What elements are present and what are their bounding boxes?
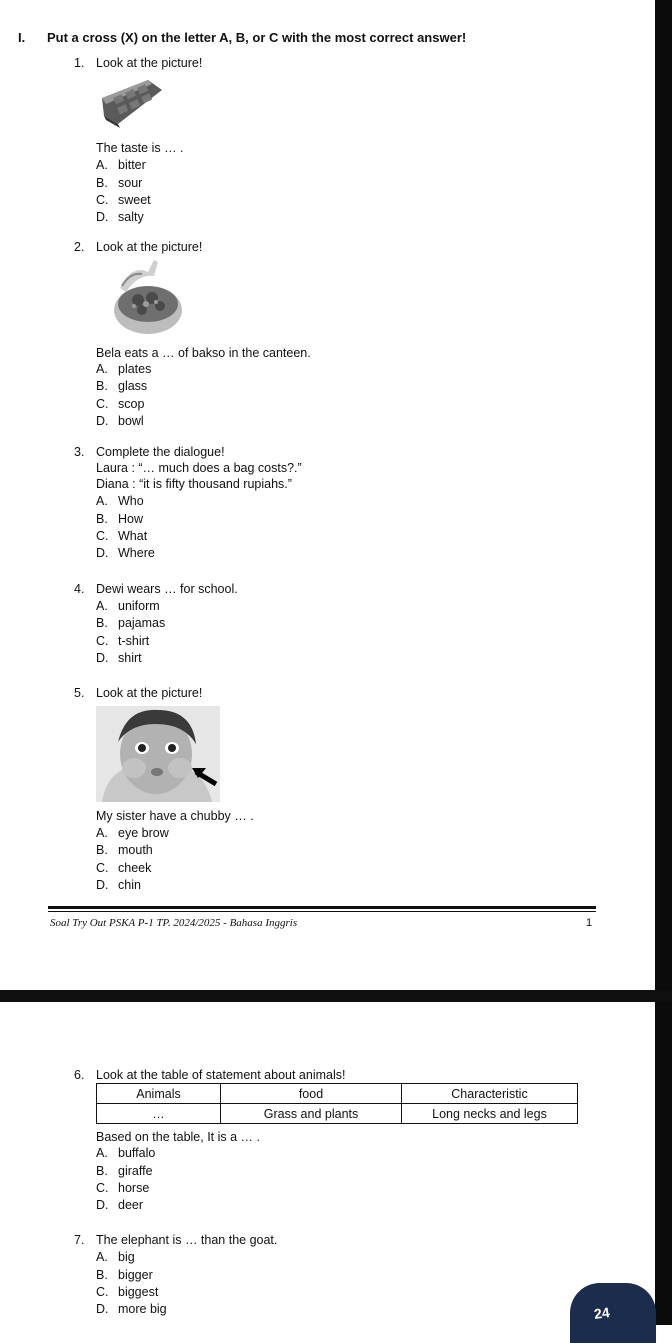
option-text[interactable]: more big — [118, 1302, 167, 1316]
option-letter[interactable]: B. — [96, 379, 108, 393]
chocolate-bar-icon — [96, 76, 166, 132]
option-letter[interactable]: A. — [96, 1250, 108, 1264]
option-text[interactable]: sour — [118, 176, 143, 190]
option-text[interactable]: shirt — [118, 651, 142, 665]
question-3-text: Complete the dialogue! — [96, 445, 225, 459]
option-text[interactable]: horse — [118, 1181, 150, 1195]
option-text[interactable]: cheek — [118, 861, 152, 875]
table-cell: Grass and plants — [221, 1104, 402, 1124]
badge-text: 24 — [592, 1303, 611, 1323]
option-letter[interactable]: B. — [96, 176, 108, 190]
viewer-dark-edge — [655, 0, 672, 1325]
option-text[interactable]: How — [118, 512, 144, 526]
option-letter[interactable]: C. — [96, 397, 109, 411]
option-letter[interactable]: B. — [96, 512, 108, 526]
corner-badge — [570, 1283, 656, 1343]
option-text[interactable]: bowl — [118, 414, 144, 428]
baby-face-photo — [96, 706, 220, 802]
option-text[interactable]: scop — [118, 397, 145, 411]
question-1-prompt: The taste is … . — [96, 141, 184, 155]
option-text[interactable]: sweet — [118, 193, 151, 207]
option-letter[interactable]: C. — [96, 634, 109, 648]
option-text[interactable]: glass — [118, 379, 148, 393]
option-text[interactable]: giraffe — [118, 1164, 153, 1178]
question-5-text: Look at the picture! — [96, 686, 203, 700]
section-number: I. — [18, 30, 26, 45]
option-letter[interactable]: D. — [96, 878, 109, 892]
option-letter[interactable]: A. — [96, 158, 108, 172]
question-4-number: 4. — [74, 582, 85, 596]
option-letter[interactable]: C. — [96, 1285, 109, 1299]
option-text[interactable]: biggest — [118, 1285, 159, 1299]
footer-rule — [48, 906, 596, 909]
option-text[interactable]: bitter — [118, 158, 146, 172]
option-letter[interactable]: A. — [96, 1146, 108, 1160]
option-letter[interactable]: C. — [96, 1181, 109, 1195]
option-text[interactable]: big — [118, 1250, 135, 1264]
option-letter[interactable]: B. — [96, 616, 108, 630]
option-letter[interactable]: D. — [96, 651, 109, 665]
table-cell: … — [97, 1104, 221, 1124]
option-text[interactable]: chin — [118, 878, 141, 892]
page-separator — [0, 990, 672, 1002]
question-3-number: 3. — [74, 445, 85, 459]
table-row — [97, 1104, 578, 1124]
question-7-number: 7. — [74, 1233, 85, 1247]
option-letter[interactable]: A. — [96, 826, 108, 840]
dialogue-line-diana: Diana : “it is fifty thousand rupiahs.” — [96, 477, 292, 491]
table-header-cell: food — [221, 1084, 402, 1104]
table-header-row — [97, 1084, 578, 1104]
option-letter[interactable]: D. — [96, 546, 109, 560]
question-6-number: 6. — [74, 1068, 85, 1082]
question-6-text: Look at the table of statement about animals! — [96, 1068, 346, 1082]
option-letter[interactable]: A. — [96, 362, 108, 376]
option-letter[interactable]: D. — [96, 414, 109, 428]
option-text[interactable]: buffalo — [118, 1146, 156, 1160]
option-text[interactable]: eye brow — [118, 826, 169, 840]
question-5-number: 5. — [74, 686, 85, 700]
animal-statement-table — [96, 1083, 578, 1124]
option-text[interactable]: salty — [118, 210, 144, 224]
footer-text: Soal Try Out PSKA P-1 TP. 2024/2025 - Bahasa Inggris — [50, 917, 298, 929]
option-text[interactable]: deer — [118, 1198, 144, 1212]
instruction-text: Put a cross (X) on the letter A, B, or C with the most correct answer! — [47, 30, 467, 45]
bakso-bowl-icon — [108, 258, 184, 338]
question-6-prompt: Based on the table, It is a … . — [96, 1130, 260, 1144]
question-5-prompt: My sister have a chubby … . — [96, 809, 254, 823]
option-letter[interactable]: B. — [96, 1164, 108, 1178]
option-letter[interactable]: C. — [96, 529, 109, 543]
option-letter[interactable]: A. — [96, 494, 108, 508]
option-letter[interactable]: C. — [96, 193, 109, 207]
option-letter[interactable]: C. — [96, 861, 109, 875]
option-text[interactable]: mouth — [118, 843, 153, 857]
option-letter[interactable]: A. — [96, 599, 108, 613]
option-letter[interactable]: D. — [96, 1198, 109, 1212]
question-2-number: 2. — [74, 240, 85, 254]
question-2-prompt: Bela eats a … of bakso in the canteen. — [96, 346, 311, 360]
option-text[interactable]: t-shirt — [118, 634, 150, 648]
table-cell: Long necks and legs — [402, 1104, 578, 1124]
option-text[interactable]: What — [118, 529, 148, 543]
table-header-cell: Animals — [97, 1084, 221, 1104]
option-text[interactable]: bigger — [118, 1268, 153, 1282]
question-2-text: Look at the picture! — [96, 240, 203, 254]
option-letter[interactable]: B. — [96, 843, 108, 857]
question-7-text: The elephant is … than the goat. — [96, 1233, 278, 1247]
option-letter[interactable]: D. — [96, 1302, 109, 1316]
page-number: 1 — [586, 917, 593, 929]
option-text[interactable]: uniform — [118, 599, 160, 613]
option-text[interactable]: plates — [118, 362, 152, 376]
option-letter[interactable]: B. — [96, 1268, 108, 1282]
option-text[interactable]: Where — [118, 546, 155, 560]
option-text[interactable]: Who — [118, 494, 144, 508]
dialogue-line-laura: Laura : “… much does a bag costs?.” — [96, 461, 302, 475]
question-4-text: Dewi wears … for school. — [96, 582, 238, 596]
option-letter[interactable]: D. — [96, 210, 109, 224]
footer-rule-thin — [48, 911, 596, 912]
question-1-text: Look at the picture! — [96, 56, 203, 70]
option-text[interactable]: pajamas — [118, 616, 166, 630]
table-header-cell: Characteristic — [402, 1084, 578, 1104]
question-1-number: 1. — [74, 56, 85, 70]
